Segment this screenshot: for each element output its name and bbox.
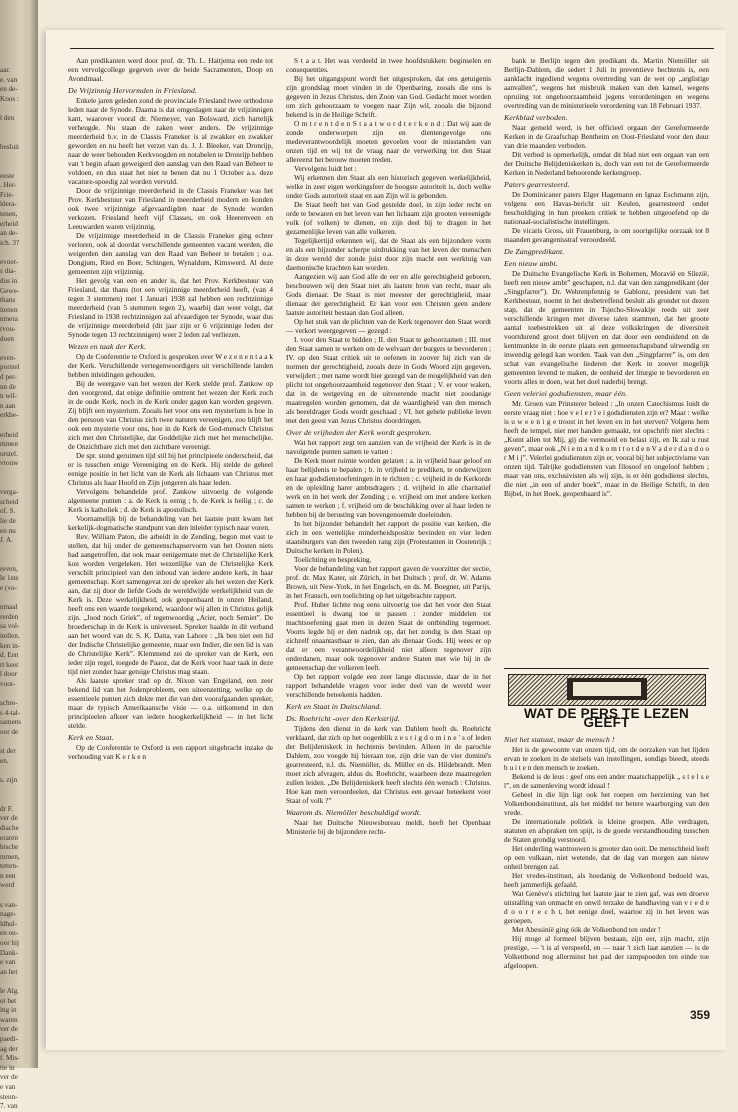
previous-page-line: thans: [0, 296, 16, 305]
previous-page-line: s dia-: [0, 267, 16, 276]
previous-page-line: eraren: [0, 833, 18, 842]
previous-page-line: ldera-: [0, 200, 17, 209]
article-paragraph: Bij de weergave van het wezen der Kerk stelde prof. Zankow op den voorgrond, dat enige definitie omtrent het wezen der Kerk zoch in de oude Kerk, noch in de Kerk onder gagen kan worden gegeven. Zij blijft een mysterium. Zooals het voor ons een mysterium is hoe in den persoon van Christus zich twee naturen vereenigen, zoo blijft het ook een mysterie voor ons, hoe in de Kerk de God-mensch Christus zich met den Christelijke, dat Goddelijke zich met het menschelijke, de Onzichtbare zich met den zichtbare vereenigt.: [68, 379, 273, 451]
previous-page-line: ldhul-: [0, 919, 18, 928]
column-1: [68, 56, 273, 1016]
previous-page-line: voor-: [0, 680, 16, 688]
article-paragraph: Op het stuk van de plichten van de Kerk tegenover den Staat wordt — verkort weergegeven — gezegd :: [286, 317, 491, 335]
previous-page-line: ver de: [0, 1073, 18, 1082]
previous-page-line: ag der: [0, 1044, 18, 1053]
previous-page-line: ver de: [0, 1025, 18, 1034]
previous-page-line: ken in-: [0, 641, 21, 650]
article-heading: Paters gearresteerd.: [504, 180, 570, 189]
previous-page-line: dr F.: [0, 804, 14, 813]
previous-page-line: en de-: [0, 85, 18, 94]
previous-page-line: d. Een: [0, 651, 19, 660]
previous-page-line: [0, 795, 34, 805]
previous-page-line: s 4-tal-: [0, 708, 21, 717]
previous-page-line: Frie-: [0, 190, 14, 199]
previous-page-line: [0, 104, 34, 114]
previous-page-line: vrouw: [0, 459, 19, 468]
previous-page-line: [0, 555, 34, 565]
article-paragraph: Het vredes-instituut, als hoedanig de Volkenbond bedoeld was, heeft jammerlijk gefaald.: [504, 871, 709, 889]
previous-page-line: 7. van: [0, 1102, 18, 1111]
previous-page-line: e. van: [0, 75, 18, 84]
article-paragraph: De Dominicaner paters Elger Hagemann en Ignaz Eschmann zijn, volgens een Havas-bericht uit Keulen, gearresteerd onder beschuldiging in hun preeken critiek te hebben uitgeoefend op de nationaal-socialistische instellingen.: [504, 190, 709, 226]
previous-page-line: [0, 738, 34, 748]
header-rule: [70, 48, 714, 49]
article-paragraph: Wat Genève's stichting het laatste jaar te zien gaf, was een droeve uitstalling van onmacht en onwil terzake de handhaving van v r e d e d o o r r e c h t, het eenige doel, waartoe zij in het leven was geroepen.: [504, 889, 709, 925]
previous-page-line: erheid: [0, 219, 18, 228]
article-paragraph: Dit verbod is opmerkelijk, omdat dit blad niet een orgaan van een der Duitsche Belijdeniskerken is, doch van een tot de Gereformeerde Kerken in Nederland behoorende kerkengroep.: [504, 150, 709, 177]
article-paragraph: Aangezien wij aan God alle de eer en alle gerechtigheid geboren, beschouwen wij den Staat niet als laatste bron van recht, maar als Gods dienaar. De Staat is niet meester der gerechtigheid, maar dienaar der gerechtigheid. Er kan voor een Christen geen andere laatste autoriteit bestaan dan God alleen.: [286, 272, 491, 317]
article-paragraph: De Staat heeft het van God gestelde doel, in zijn ieder recht en orde te bewaren en het leven van het lichaam zijn grooten vereenigde volk (of volken) te dienen, en zijn deel bij te dragen in het gezamenlijke leven van alle volkeren.: [286, 200, 491, 236]
previous-page-line: aar.: [0, 66, 11, 74]
previous-page-edge-text: [0, 66, 34, 1111]
previous-page-line: doen: [0, 334, 14, 343]
previous-page-line: e (vo-: [0, 584, 17, 593]
article-heading: Over de vrijheden der Kerk wordt gesproken.: [286, 428, 432, 437]
previous-page-line: [0, 133, 34, 143]
article-paragraph: Rev. William Paton, die arbeidt in de Zending, begon met vast te stellen, dat hij onder de gemeenschapservorm van het Oosten niets had aangetroffen, dat ook maar eenigermate met de Christelijke Kerk kon worden vergeleken. Het wezenlijke van de Christelijke Kerk verschilt principieel van den inhoud van iedere andere kerk, in haar gemeenschap. Kort samengevat zei de spreker als het wezen der Kerk aan, dat zij door de liefde Gods de wereldwijde werkelijkheid van de Kerk is. Deze werkelijkheid, ook geopenbaard in onzen Heiland, heeft ons een waarde toegekend, waardoor wij allen in Christus gelijk zijn. „Jood noch Griek”, of tegenwoordig „Arier, noch Semiet”. De broederschap in de Kerk is universeel. Spreker haalde in dit verband aan het woord van dr. S. K. Datta, van Lahore : „Ik ben niet een lid der Indische Christelijke gemeente, maar een Indier, die een lid is van de Christelijke Kerk”. Klemmend zei de spreker van de Kerk, een ieder zijn regel, toegede de Paaoz, dat de Kerk voor haar taak in deze tijd niet zonder haar getuige Christus mag staan.: [68, 532, 273, 676]
column-2: [286, 56, 491, 1016]
article-heading: Wezen en taak der Kerk.: [68, 342, 147, 351]
article-paragraph: Tegelijkertijd erkennen wij, dat de Staat als een bijzondere vorm en als een bijzonder scherpe uitdrukking van het leven der menschen in deze wereld der zonde juist door zijn macht een werktuig van daemonische krachten kan worden.: [286, 236, 491, 272]
previous-page-line: sa vol-: [0, 622, 20, 631]
previous-page-line: even-: [0, 353, 16, 362]
previous-page-line: n aan: [0, 401, 16, 410]
previous-page-line: scheid: [0, 497, 19, 506]
previous-page-line: Koos :: [0, 94, 19, 103]
article-heading: Geen veleriei godsdiensten, maar één.: [504, 389, 628, 398]
previous-page-line: of. S.: [0, 507, 16, 516]
article-paragraph: Prof. Huber lichtte nog eens uitvoerig toe dat het voor den Staat essentieel is dwang toe te passen : zonder middelen tot machtsoefening gaat men in dezen Staat de ontbinding tegemoet. Voorts legde hij er den nadruk op, dat het zondig is den Staat op zichzelf onaantastbaar te zien, dan als dienaar Gods. Hij wees er op dat er een verantwoordelijkheid niet alleen tegenover zijn onderdanen, maar ook tegenover andere Staten met wie hij in de gemeenschap der volkeren leeft.: [286, 600, 491, 672]
previous-page-line: erheid: [0, 430, 18, 439]
article-paragraph: Voor de behandeling van het rapport gaven de voorzitter der sectie, prof. dr. Max Kater, uit Zürich, in het Duitsch ; prof. dr. W. Adams Brown, uit New-York, in het Engelsch, en ds. M. Boegner, uit Parijs, in het Fransch, een toelichting op het uitgebrachte rapport.: [286, 564, 491, 600]
previous-page-line: mmen: [0, 440, 18, 449]
article-paragraph: Bekend is de leus : geef ons een ander maatschappelijk „ s t e l s e l”, en de samenleving wordt ideaal !: [504, 772, 709, 790]
article-paragraph: Wij erkennen den Staat als een historisch gegeven werkelijkheid, welke in zeer eigen werkingsfeer de hoogste autoriteit is, doch welke onder Gods autoriteit staat en aan Zijn wil is gebonden.: [286, 173, 491, 200]
previous-page-line: [0, 344, 34, 354]
article-paragraph: Door de vrijzinnige meerderheid in de Classis Franeker was het Prov. Kerkbestuur van Friesland in meerderheid modern en konden ook twee vrijzinnige afgevaardigden naar de Synode worden verkozen. Friesland heeft vijf Classes, en ook Heerenveen en Leeuwarden waren vrijzinnig.: [68, 186, 273, 231]
article-paragraph: Het is de gewoonte van onzen tijd, om de oorzaken van het lijden ervan te zoeken in de stelsels van instellingen, sondigs bieedt, steeds b u i t e n den mensch te zoeken.: [504, 745, 709, 772]
article-paragraph: bank te Berlijn tegen den predikant ds. Martin Niemöller uit Berlijn-Dahlem, die sedert 1 Juli in preventieve hechtenis is, een aanklacht ingediend wegens overtreding van de wet op „arglistige aanvallen”, wegens het misbruik maken van den kansel, wegens opruiing tot ongehoorzaamheid jegens verordeningen en wegens overtreding van de ministerieele verordening van 18 Februari 1937.: [504, 56, 709, 110]
previous-page-line: mmen,: [0, 852, 20, 861]
previous-page-line: ver de: [0, 814, 18, 823]
previous-page-line: [0, 594, 34, 604]
previous-page-line: [0, 690, 34, 700]
previous-page-line: itenen: [0, 305, 18, 314]
previous-page-line: en.: [0, 756, 9, 765]
previous-page-line: porstel: [0, 363, 20, 372]
article-paragraph: Als laatste spreker trad op dr. Nixon van Engeland, een zeer bekend lid van het Jodenprobleem, een uiteenzetting, welke op de essentieele punten zich dekte met die van den voorafgaanden spreker, maar de typisch Amerikaansche visie — o.a. uitkomend in den principieelen afkeer van iedere hoogkerkelijkheid — in het licht stelde.: [68, 676, 273, 730]
section-banner-title: WAT DE PERS TE LEZEN GEEFT: [523, 706, 689, 730]
article-paragraph: De Kerk moet ruimte worden gelaten : a. in vrijheid haar geloof en haar belijdenis te bepalen ; b. in vrijheid te prediken, te onderwijzen en haar godsdienstoefeningen in te richten ; c. vrijheid in de Kerkorde en de opleiding harer ambtsdragers ; d. vrijheid in alle charitatief werk en in het werk der Zending ; e. vrijheid om met andere kerken samen te werken ; f. vrijheid om de beschikking over al haar leden te hebben bij de berusting van bovengenoemde doeleinden.: [286, 456, 491, 519]
article-heading: Een nieuw ambt.: [504, 259, 558, 268]
previous-page-line: . Her-: [0, 181, 17, 190]
previous-page-line: steun-: [0, 1092, 18, 1101]
previous-page-line: ich. 3?: [0, 238, 20, 247]
article-paragraph: De Duitsche Evangelische Kerk in Bohemen, Moravië en Silezië, heeft een nieuw ambt” geschapen, n.l. dat van den zangpredikant (der „Singpfarrer”). Dr. Wehrenpfennig te Gablonz, president van het Kerkbestuur, noemt in het desbetreffend besluit als grondet tot dezen stap, dat de gemeenten in Tsjecho-Slowakije reeds uit zeer verschillende kringen met diverse talen stammen, dat het groote aantal toebestrekken uit al deze volkskringen de diversiteit voortdurend groot doet blijven en dat door een eenduidend en de kentmunkte in de eerste plaats een gemeenschapsband uitwendig en inwendig gelegd kan worden. Taak van den „Singpfarrer” is, om den schat van evangelische liederen der Kerk in zoover mogelijk gemeenten levend te maken, de eenheid der liturgie te bevorderen en voorts alles te doen, wat het doel naderbij brengt.: [504, 269, 709, 386]
article-paragraph: S t a a t. Het was verdeeld in twee hoofdstukken: beginselen en consequenties.: [286, 56, 491, 74]
article-paragraph: Op de Conferentie te Oxford is een rapport uitgebracht inzake de verhouding van K e r k e n: [68, 743, 273, 761]
article-heading: Kerk en Staat.: [68, 733, 114, 742]
article-paragraph: Tijdens den dienst in de kerk van Dahlem heeft ds. Roehricht verklaard, dat zich op het oogenblik z e s t i g d o m i n e ' s of leden der Belijdeniskerk in hechtenis bevinden. Alleen in de parochie Dahlem, zoo voegde hij hieraan toe, zijn drie van de vier dominé's gearresteerd, n.l. ds. Niemöller, ds. Müller en ds. Hildebrandt. Men moet zich afvragen, aldus ds. Roehricht, waarheen deze maatregelen zullen leiden. „De Belijdeniskerk heeft slechts één wensch : Christus. Hoe kan men veroordeelen, dat Christus een gevaar beteekent voor Staat of volk ?”: [286, 724, 491, 805]
previous-page-line: n wil-: [0, 392, 17, 401]
article-paragraph: Vervolgens luidt het :: [294, 164, 357, 173]
article-paragraph: Bij het uitgangspunt wordt het uitgesproken, dat ons getuigenis zijn grondslag moet vinden in de Openbaring, zooals die ons is gegeven in Jezus Christus, den Zoon van God. Gedacht moet worden om zich gehoorzaam te voegen naar Zijn wil, zooals die bijzond bekend is in de Heilige Schrift.: [286, 74, 491, 119]
article-heading: Niet het statuut, maar de mensch !: [504, 735, 615, 744]
previous-page-line: [0, 162, 34, 172]
previous-page-line: tie in: [0, 1063, 15, 1072]
previous-page-line: l door: [0, 670, 17, 679]
previous-page-line: [0, 786, 34, 796]
previous-page-line: st der: [0, 747, 16, 756]
previous-page-line: ot het: [0, 996, 17, 1005]
previous-page-line: en ou-: [0, 929, 19, 938]
previous-page-line: s. zijn: [0, 775, 18, 784]
article-paragraph: De vrijzinnige meerderheid in de Classis Franeker ging echter verloren, ook al doordat verschillende gemeenten vacant werden, die weigerden den aanslag van den Raad van Beheer te betalen ; o.a. Dongjum, Ried en Boer, Schingen, Wynaldum, Kimswerd. Al deze gemeenten zijn vrijzinnig.: [68, 231, 273, 276]
article-paragraph: De internationale politiek is kleine groepen. Alle verdragen, statuten en afspraken ten spijt, is de goede verstandhouding tusschen de Staten grondig verstoord.: [504, 817, 709, 844]
previous-page-line: hische: [0, 843, 19, 852]
article-paragraph: Wat het rapport zegt ten aanzien van de vrijheid der Kerk is in de navolgende punten samen te vatten :: [286, 438, 491, 456]
article-paragraph: De spr. stond geruimen tijd stil bij het principieele onderscheid, dat er is tusschen enige Vereeniging en de Kerk. Hij stelde de geheel eenige positie in het licht van de Kerk als lichaam van Christus met Christus als haar Hoofd en Zijn jongeren als haar leden.: [68, 451, 273, 487]
previous-page-line: itellen.: [0, 632, 20, 641]
previous-page-line: d per-: [0, 373, 17, 381]
previous-page-line: [0, 248, 34, 258]
page-number: 359: [689, 1008, 710, 1022]
previous-page-line: nage-: [0, 910, 16, 919]
previous-page-line: evoer-: [0, 257, 19, 266]
previous-page-line: le 1ste: [0, 574, 19, 583]
previous-page-line: dus in: [0, 277, 18, 286]
previous-page-line: diache: [0, 823, 19, 832]
article-heading: De Vrijzinnig Hervormden in Friesland.: [68, 86, 198, 95]
article-paragraph: Met Abessinië ging óók de Volkenbond ten onder !: [512, 925, 661, 934]
previous-page-line: [0, 469, 34, 479]
article-heading: De Zangpredikant.: [504, 247, 565, 256]
previous-page-line: ing in: [0, 1006, 17, 1015]
previous-page-line: [0, 479, 34, 489]
article-heading: Ds. Roehricht -over den Kerkstrijd.: [286, 714, 400, 723]
previous-page-line: le Alg.: [0, 987, 20, 995]
previous-page-line: oor hij: [0, 939, 19, 948]
previous-page-line: f. Mis-: [0, 1054, 20, 1063]
article-heading: Waarom ds. Niemöller beschuldigd wordt.: [286, 808, 422, 817]
previous-page-line: lie de: [0, 516, 16, 525]
article-paragraph: Het gevolg van een en ander is, dat het Prov. Kerkbestuur van Friesland, dat thans (tot een vrijzinnige meerderheid heeft, (van 4 tegen 3 stemmen) met 1 Januari 1938 zal hebben een rechtzinnige meerderheid (van 5 stemmen tegen 2), waarbij dan weer volgt, dat Friesland in 1938 rechtzinnigen zal afvaardigen ter Synode, waar dus de vrijzinnige meerderheid (dit jaar zijn er 6 vrijzinnige leden der Synode tegen 13 rechtzinnigen) weer 2 leden zal verliezen.: [68, 276, 273, 339]
article-paragraph: Hij moge al formeel blijven bestaan, zijn eer, zijn macht, zijn prestige, — 't is al verspeeld, en — naar 't zich laat aanzien — is de Volkenbond nog allerminst het pad der rampspoeden ten einde toe afgeloopen.: [504, 934, 709, 970]
previous-page-line: e van: [0, 958, 16, 967]
article-paragraph: De vicaris Gross, uit Frauenburg, is om soortgelijke oorzaak tot 8 maanden gevangenisstraf veroordeeld.: [504, 226, 709, 244]
previous-page-line: erkbe-: [0, 411, 19, 420]
article-paragraph: I. voor den Staat te bidden ; II. den Staat te gehoorzamen ; III. met den Staat samen te werken om de welvaart der burgers te bevorderen ; IV. op den Staat critiek uit te oefenen in zoover hij zich van de normen der gerechtigheid, zooals deze in Gods Woord zijn gegeven, verwijdert ; met name wordt hier gezegd van de mogelijkheid van den plicht tot ongehoorzaamheid tegenover den Staat ; V. er voor waken, dat in de wetgeving en de uitvoerende macht niet zoodanige maatregelen worden genomen, dat de waardigheid van den mensch als beeeldrager Gods wordt geschaad ; VI. het gehele publieke leven met den geest van Jezus Christus doordringen.: [286, 335, 491, 425]
previous-page-line: nmaal: [0, 603, 18, 612]
article-paragraph: Op het rapport volgde een zeer lange discussie, daar de in het rapport behandelde vragen voor ieder deel van de wereld weer verschillende beteekenis hadden.: [286, 672, 491, 699]
column-3-lower-articles: [504, 735, 709, 970]
previous-page-line: oor de: [0, 727, 19, 736]
article-paragraph: Aan predikanten werd door prof. dr. Th. L. Haitjema een rede tot een vervolgcollege gegeven over de beide Sacramenten, Doop en Avondmaal.: [68, 56, 273, 83]
previous-page-line: [0, 891, 34, 901]
section-banner: [504, 668, 709, 731]
previous-page-line: [0, 124, 34, 134]
article-heading: Kerk en Staat in Duitschland.: [286, 702, 382, 711]
previous-page-line: en nu: [0, 526, 16, 535]
article-paragraph: Naar gemeld werd, is het officieel orgaan der Gereformeerde Kerken in de Graafschap Bentheim en Oost-Friesland voor den duur van drie maanden verboden.: [504, 123, 709, 150]
column-3: [504, 56, 709, 1016]
previous-page-line: [0, 977, 34, 987]
previous-page-line: e van: [0, 1082, 16, 1091]
previous-page-line: paedi-: [0, 1034, 18, 1043]
article-paragraph: Op de Conferentie te Oxford is gesproken over W e z e n e n t a a k der Kerk. Verschillende vertegenwoordigers uit verschillende landen hebben inleidingen gehouden.: [68, 352, 273, 379]
previous-page-line: samens: [0, 718, 22, 727]
previous-page-line: n een: [0, 871, 16, 880]
article-heading: Kerkblad verboden.: [504, 113, 568, 122]
previous-page-line: verga-: [0, 488, 19, 497]
article-paragraph: Het onderling wantrouwen is grooter dan ooit. De menschheid leeft op een vulkaan, niet wetende, dat de dag van morgen aan nieuw onheil brengen zal.: [504, 844, 709, 871]
previous-page-line: [0, 152, 34, 162]
article-paragraph: Voornamelijk bij de behandeling van het laatste punt kwam het kerkelijk-dogmatische standpunt van den inleider typisch naar voren.: [68, 514, 273, 532]
previous-page-line: an het: [0, 967, 18, 976]
previous-page-line: Dank-: [0, 948, 18, 957]
previous-page-line: nn de: [0, 382, 16, 391]
previous-page-line: an de-: [0, 229, 18, 238]
article-paragraph: Toelichting en bespreking.: [294, 555, 372, 564]
article-paragraph: Geheel in die lijn ligt ook het roepen om herziening van het Volkenbondsinstituut, als het middel ter betere waarborging van den vrede.: [504, 790, 709, 817]
previous-page-line: orstel.: [0, 449, 18, 458]
article-paragraph: Vervolgens behandelde prof. Zankow uitvoerig de volgende algemeene punten : a. de Kerk is eenig ; b. de Kerk is heilig ; c. de Kerk is katholiek ; d. de Kerk is apostolisch.: [68, 487, 273, 514]
previous-page-line: [0, 766, 34, 776]
article-paragraph: In het bijzonder behandelt het rapport de positie van kerken, die zich in een wettelijke minderheidspositie bevinden en vier leden staatsburgers van den tweeden rang zijn (Protestanten in Oostenrijk ; Duitsche kerken in Polen).: [286, 519, 491, 555]
previous-page-line: werd: [0, 881, 15, 890]
article-paragraph: Naar het Duitsche Nieuwsbureau meldt, heeft het Openbaar Ministerie bij de bijzondere recht-: [286, 818, 491, 836]
article-paragraph: Enkele jaren geleden zond de provinciale Friesland twee orthodoxe leden naar de Synode. Daarna is dat omgeslagen naar de vrijzinnigen kant, waarover vooral dr. Niemeyer, van Bolsward, zich hartelijk verheugde. Nu staan de zaken weer anders. De vrijzinnige meerderheid b.v. in de Classis Franeker is al zwakker en zwakker geworden en nu heeft het verzet van ds. J. J. Bleeker, van Dronrijp, naar de weer behouden Kerkvoogden en notabelen te Dronrijp hebben van 't begin afaan geweigerd den aanslag van den Raad van Beheer te voldoen, en dus staat het niet te benen dat nu 1 October a.s. deze vacature-spoedig zal worden vervuld.: [68, 96, 273, 186]
previous-page-line: Gewe-: [0, 286, 20, 295]
previous-page-line: tetten-: [0, 862, 19, 871]
column-3-upper-articles: [504, 56, 709, 662]
article-paragraph: Mr. Groen van Prinsterer beleed : „In onzen Catechismus luidt de eerste vraag niet : hoe v e l e r l e i godsdiensten zijn er? Maar : welke is u w e e n i g e troost in het leven en in het sterven? Volgens hem heeft de tempel, niet met handen gemaakt, tot opschrift niet slechts : „Komt allen tot Mij, gij die vermoeid en belast zijt, en Ik zal u rust geven”, maar ook „N i e m a n d k o m t t o t d e n V a d e r d a n d o o r M i j”. Velerlei godsdiensten zijn er, vooral bij het subjectivisme van onzen tijd. Talrijke godsdiensten van filosoof en ongeloof hebben ; maar van ons, exclusivisten als wij zijn, is er één godsdienst slechts, die niet „in een of ander boek”, maar in de Heilige Schrift, in den Bijbel, in het Boek, geopenbaard is”.: [504, 399, 710, 498]
previous-page-line: tenen,: [0, 209, 18, 218]
previous-page-line: eeste: [0, 171, 15, 180]
article-paragraph: O m t r e n t d e n S t a a t w o r d t e r k e n d : Dat wij aan de zonde onderworpen zijn en dientengevolge ons medeverantwoordelijk moeten gevoelen voor de misstanden van onzen tijd en wij tot de vraag naar de verwerking tot den Staat allereerst het berouw moeten treden.: [286, 119, 491, 164]
previous-page-line: schre-: [0, 699, 18, 708]
previous-page-line: [0, 546, 34, 556]
previous-page-line: [0, 421, 34, 431]
previous-page-line: l den: [0, 113, 15, 122]
previous-page-line: rerden: [0, 612, 19, 621]
previous-page-line: reven,: [0, 564, 18, 573]
previous-page-line: rvou-: [0, 325, 16, 334]
previous-page-line: s van-: [0, 900, 18, 909]
page: [46, 30, 726, 1050]
previous-page-line: J. A.: [0, 536, 13, 545]
printing-press-illustration-icon: [508, 674, 706, 706]
previous-page-line: besluit: [0, 142, 20, 151]
previous-page-line: waren: [0, 1015, 18, 1024]
previous-page-line: nmera: [0, 315, 18, 324]
previous-page-line: rt keer: [0, 660, 19, 669]
